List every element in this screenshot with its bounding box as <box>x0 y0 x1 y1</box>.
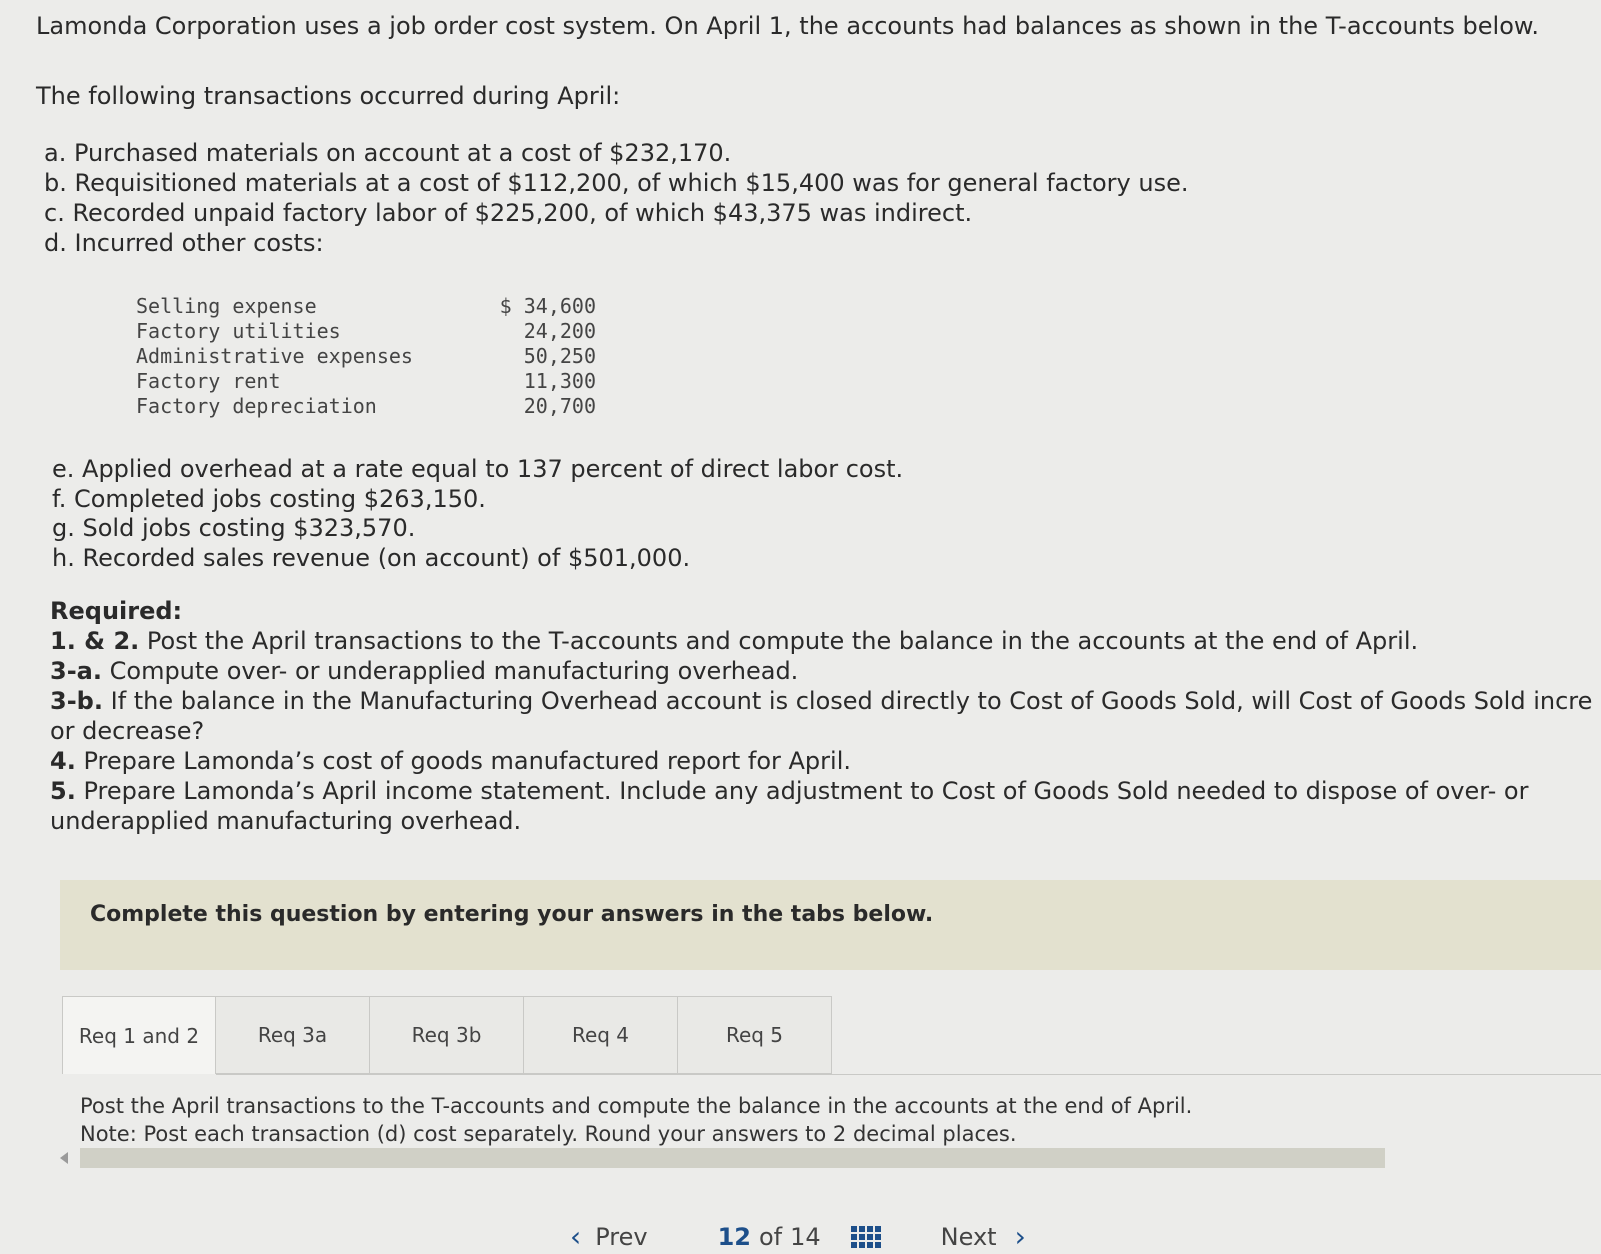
tab-req-5[interactable]: Req 5 <box>678 996 832 1074</box>
instruction-note: Note: Post each transaction (d) cost separately. Round your answers to 2 decimal places. <box>80 1122 1017 1146</box>
chevron-right-icon[interactable]: › <box>1014 1220 1026 1253</box>
required-item <box>50 656 1590 686</box>
transaction-item: a. Purchased materials on account at a cost of $232,170. <box>44 139 732 167</box>
required-item-text: underapplied manufacturing overhead. <box>50 807 522 835</box>
current-page: 12 <box>717 1222 751 1251</box>
cost-name: Factory utilities <box>136 319 341 343</box>
transaction-item: g. Sold jobs costing $323,570. <box>52 514 416 542</box>
cost-row <box>136 344 596 369</box>
required-section <box>50 596 1593 836</box>
required-item-number: 1. & 2. <box>50 627 140 655</box>
other-costs-table <box>136 294 596 419</box>
required-item <box>50 806 1590 836</box>
required-item <box>50 716 1590 746</box>
scroll-left-icon[interactable] <box>60 1152 68 1164</box>
page-of-label: of <box>758 1222 783 1251</box>
required-title: Required: <box>50 597 183 625</box>
tab-divider <box>216 1074 1601 1075</box>
transaction-list-2 <box>52 455 903 573</box>
instruction-banner <box>60 880 1601 970</box>
instruction-line: Post the April transactions to the T-accounts and compute the balance in the accounts at the end of April. <box>80 1094 1193 1118</box>
cost-name: Factory rent <box>136 369 281 393</box>
required-item-text: or decrease? <box>50 717 205 745</box>
required-item <box>50 746 1590 776</box>
required-item-number: 3-a. <box>50 657 102 685</box>
required-item-number: 4. <box>50 747 76 775</box>
cost-name: Selling expense <box>136 294 317 318</box>
cost-row <box>136 394 596 419</box>
required-item-number: 5. <box>50 777 76 805</box>
required-item-text: Compute over- or underapplied manufacturing overhead. <box>109 657 799 685</box>
transaction-item: c. Recorded unpaid factory labor of $225,200, of which $43,375 was indirect. <box>44 199 973 227</box>
transaction-item: d. Incurred other costs: <box>44 229 324 257</box>
cost-name: Factory depreciation <box>136 394 377 418</box>
cost-value: 24,200 <box>523 319 596 343</box>
tab-req-3b[interactable]: Req 3b <box>370 996 524 1074</box>
required-item-text: Prepare Lamonda’s April income statement. Include any adjustment to Cost of Goods Sold needed to dispose of over- or <box>83 777 1529 805</box>
cost-value: 11,300 <box>523 369 596 393</box>
tab-instructions <box>80 1092 1192 1148</box>
required-item <box>50 626 1590 656</box>
required-item-text: Post the April transactions to the T-accounts and compute the balance in the accounts at the end of April. <box>146 627 1419 655</box>
required-item-text: If the balance in the Manufacturing Overhead account is closed directly to Cost of Goods Sold, will Cost of Goods Sold incre <box>110 687 1593 715</box>
tab-req-1-and-2[interactable]: Req 1 and 2 <box>62 996 216 1074</box>
tab-req-4[interactable]: Req 4 <box>524 996 678 1074</box>
banner-text: Complete this question by entering your answers in the tabs below. <box>90 902 934 927</box>
cost-value: 50,250 <box>523 344 596 368</box>
grid-icon[interactable] <box>851 1226 881 1248</box>
question-navigation <box>570 1220 1026 1253</box>
cost-name: Administrative expenses <box>136 344 413 368</box>
horizontal-scrollbar[interactable] <box>80 1148 1385 1168</box>
tab-req-3a[interactable]: Req 3a <box>216 996 370 1074</box>
cost-row <box>136 294 596 319</box>
total-pages: 14 <box>790 1222 821 1251</box>
cost-value: 20,700 <box>523 394 596 418</box>
cost-row <box>136 369 596 394</box>
cost-row <box>136 319 596 344</box>
transaction-list-1 <box>44 138 1188 258</box>
transaction-item: h. Recorded sales revenue (on account) of $501,000. <box>52 543 691 572</box>
cost-value: $ 34,600 <box>499 294 596 318</box>
required-item-number: 3-b. <box>50 687 103 715</box>
required-item <box>50 686 1593 716</box>
required-item-text: Prepare Lamonda’s cost of goods manufactured report for April. <box>83 747 851 775</box>
transaction-item: e. Applied overhead at a rate equal to 137 percent of direct labor cost. <box>52 455 904 483</box>
requirement-tabs <box>62 996 832 1074</box>
transaction-item: f. Completed jobs costing $263,150. <box>52 484 486 513</box>
intro-text: Lamonda Corporation uses a job order cost system. On April 1, the accounts had balances as shown in the T-accounts below. <box>36 12 1539 40</box>
transaction-item: b. Requisitioned materials at a cost of $112,200, of which $15,400 was for general factory use. <box>44 169 1189 197</box>
transactions-heading: The following transactions occurred during April: <box>36 82 621 110</box>
chevron-left-icon[interactable]: ‹ <box>570 1220 582 1253</box>
required-item <box>50 776 1590 806</box>
next-button[interactable]: Next <box>940 1222 997 1251</box>
prev-button[interactable]: Prev <box>595 1222 648 1251</box>
